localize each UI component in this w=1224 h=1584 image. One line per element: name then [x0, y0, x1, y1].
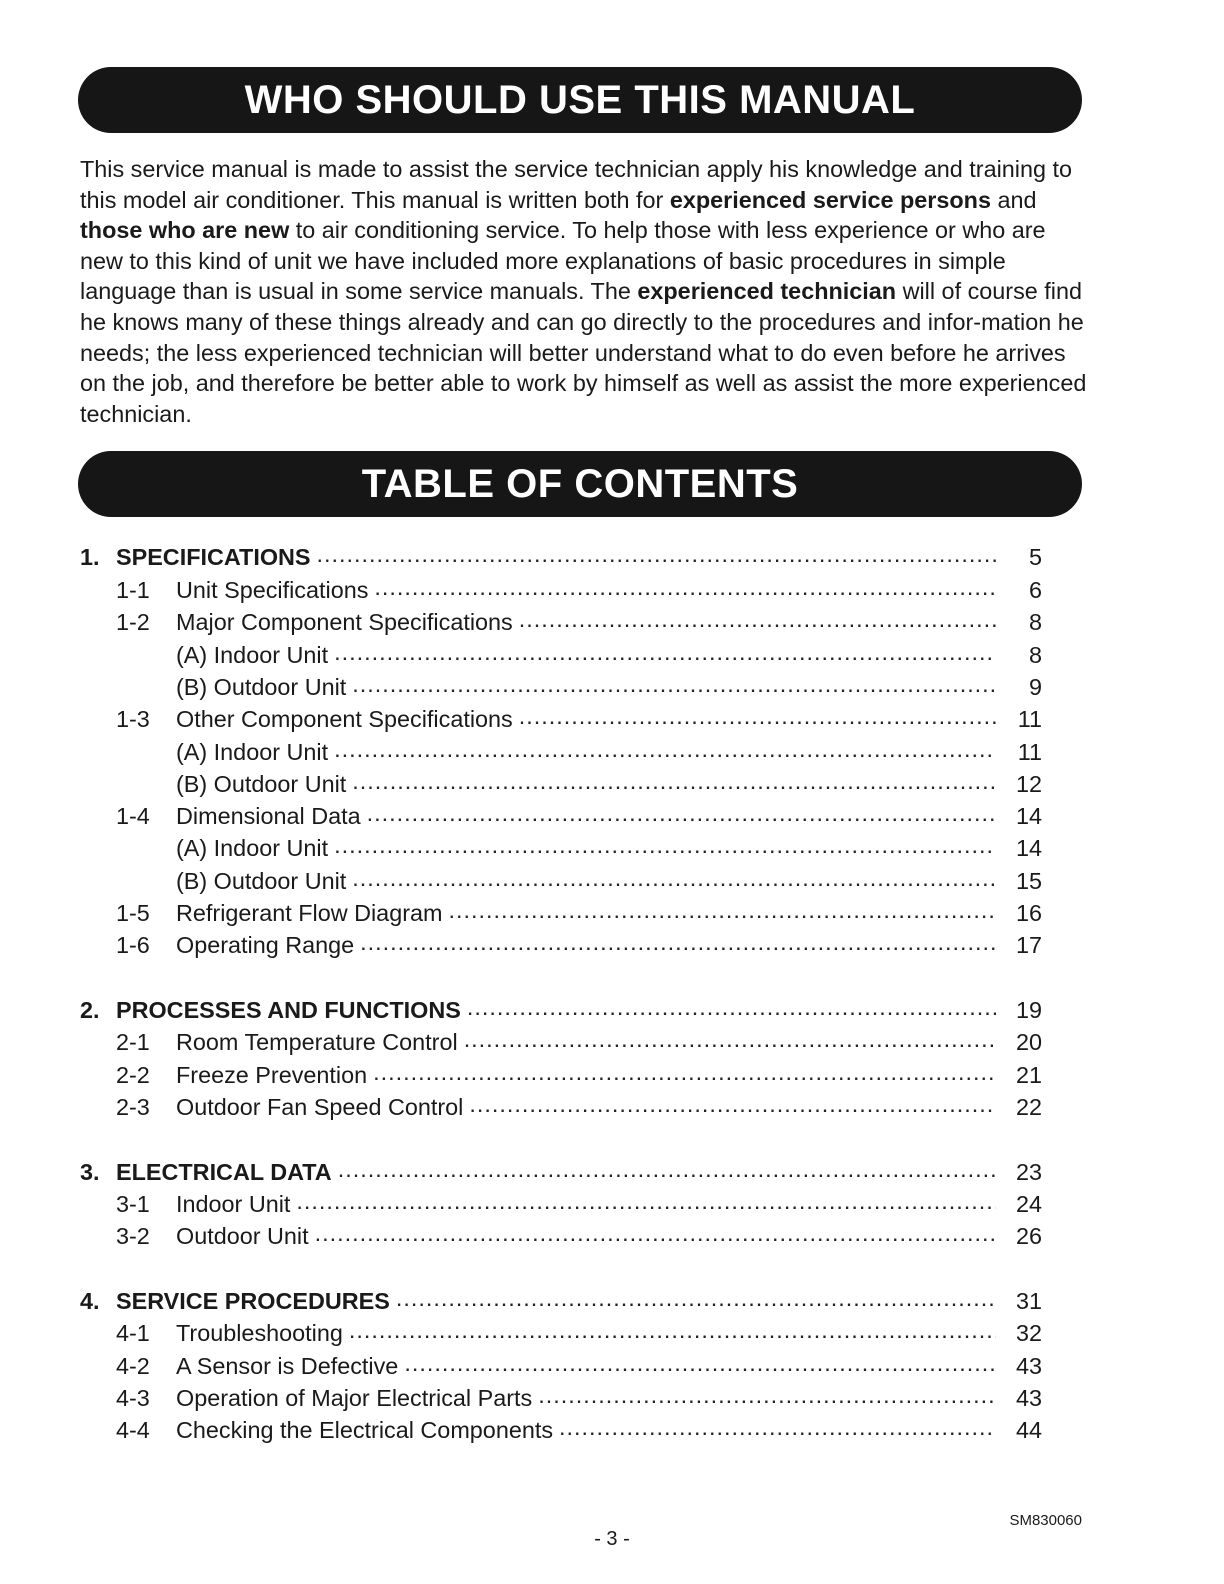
toc-entry-title: Outdoor Unit — [176, 1223, 309, 1250]
toc-entry-page: 26 — [1015, 1223, 1042, 1250]
toc-entry-title: PROCESSES AND FUNCTIONS — [116, 997, 461, 1024]
toc-entry-number: 4-4 — [116, 1417, 150, 1444]
toc-section-row — [80, 1286, 1042, 1318]
toc-dot-leader — [404, 1351, 996, 1374]
toc-entry-page: 32 — [1015, 1320, 1042, 1347]
toc-entry-row — [116, 640, 1042, 672]
toc-entry-row — [116, 1189, 1042, 1221]
toc-entry-number: 3-1 — [116, 1191, 150, 1218]
toc-entry-row — [116, 1383, 1042, 1415]
toc-entry-page: 22 — [1015, 1094, 1042, 1121]
toc-entry-row — [116, 1027, 1042, 1059]
toc-entry-number: 1-3 — [116, 706, 150, 733]
toc-entry-page: 14 — [1015, 803, 1042, 830]
toc-title: TABLE OF CONTENTS — [361, 461, 799, 506]
toc-entry-number: 2-1 — [116, 1029, 150, 1056]
toc-dot-leader — [367, 801, 996, 824]
toc-entry-row — [116, 737, 1042, 769]
toc-dot-leader — [538, 1383, 996, 1406]
document-code: SM830060 — [1009, 1512, 1082, 1529]
toc-entry-number: 2-2 — [116, 1062, 150, 1089]
intro-text-1: This service manual is made to assist the service technician apply his knowledge and training to this model air conditioner. This manual is written both for — [80, 156, 1073, 213]
toc-entry-number: 1-2 — [116, 609, 150, 636]
toc-entry-title: Room Temperature Control — [176, 1029, 458, 1056]
toc-entry-page: 43 — [1015, 1353, 1042, 1380]
toc-dot-leader — [373, 1060, 996, 1083]
toc-entry-page: 6 — [1028, 577, 1042, 604]
toc-entry-row — [116, 1092, 1042, 1124]
toc-entry-title: Freeze Prevention — [176, 1062, 368, 1089]
toc-dot-leader — [467, 995, 996, 1018]
toc-entry-title: Troubleshooting — [176, 1320, 343, 1347]
toc-entry-page: 16 — [1015, 900, 1042, 927]
toc-dot-leader — [352, 672, 996, 695]
toc-entry-number: 1-1 — [116, 577, 150, 604]
toc-entry-number: 4-1 — [116, 1320, 150, 1347]
toc-entry-title: Indoor Unit — [176, 1191, 291, 1218]
toc-entry-row — [116, 1221, 1042, 1253]
toc-entry-number: 4-2 — [116, 1353, 150, 1380]
toc-entry-number: 2. — [80, 997, 100, 1024]
toc-entry-page: 8 — [1028, 609, 1042, 636]
toc-entry-row — [116, 1415, 1042, 1447]
toc-entry-page: 31 — [1015, 1288, 1042, 1315]
toc-entry-number: 1-4 — [116, 803, 150, 830]
who-title: WHO SHOULD USE THIS MANUAL — [244, 77, 916, 122]
toc-entry-page: 43 — [1015, 1385, 1042, 1412]
toc-dot-leader — [374, 575, 996, 598]
toc-entry-title: (B) Outdoor Unit — [176, 771, 347, 798]
toc-dot-leader — [464, 1027, 996, 1050]
toc-entry-page: 21 — [1015, 1062, 1042, 1089]
toc-entry-row — [116, 1318, 1042, 1350]
toc-entry-title: ELECTRICAL DATA — [116, 1159, 332, 1186]
intro-bold-1: experienced service persons — [669, 186, 991, 213]
toc-entry-row — [116, 866, 1042, 898]
toc-dot-leader — [559, 1415, 996, 1438]
toc-dot-leader — [519, 704, 996, 727]
toc-dot-leader — [396, 1286, 996, 1309]
intro-text-3: to air conditioning service. To help those with less experience or who are new to this kind of unit we have included more explanations of basic procedures in simple language than is usual in some service manuals. The — [80, 217, 1046, 305]
toc-entry-page: 12 — [1015, 771, 1042, 798]
toc-entry-page: 15 — [1015, 868, 1042, 895]
toc-entry-title: (A) Indoor Unit — [176, 835, 329, 862]
toc-entry-title: Checking the Electrical Components — [176, 1417, 554, 1444]
toc-entry-row — [116, 672, 1042, 704]
toc-entry-number: 1-5 — [116, 900, 150, 927]
toc-entry-row — [116, 769, 1042, 801]
toc-dot-leader — [519, 607, 996, 630]
toc-entry-row — [116, 607, 1042, 639]
toc-entry-number: 1. — [80, 544, 100, 571]
intro-bold-2: those who are new — [80, 217, 290, 244]
toc-entry-title: SPECIFICATIONS — [116, 544, 311, 571]
toc-entry-title: Operating Range — [176, 932, 355, 959]
toc-entry-title: (A) Indoor Unit — [176, 739, 329, 766]
intro-text-4: will of course find he knows many of these things already and can go directly to the procedures and infor-mation he needs; the less experienced technician will better understand what to do even before he arrives on the job, and therefore be better able to work by himself as well as assist the more experienced technician. — [80, 278, 1087, 427]
toc-entry-page: 8 — [1028, 642, 1042, 669]
toc-entry-page: 11 — [1017, 706, 1042, 733]
toc-entry-page: 14 — [1015, 835, 1042, 862]
toc-entry-row — [116, 1060, 1042, 1092]
toc-entry-page: 9 — [1028, 674, 1042, 701]
toc-entry-title: Refrigerant Flow Diagram — [176, 900, 443, 927]
toc-entry-row — [116, 898, 1042, 930]
toc-entry-title: Dimensional Data — [176, 803, 361, 830]
toc-dot-leader — [448, 898, 996, 921]
toc-entry-title: Major Component Specifications — [176, 609, 513, 636]
toc-dot-leader — [296, 1189, 996, 1212]
toc-dot-leader — [334, 737, 996, 760]
toc-section-row — [80, 542, 1042, 574]
toc-entry-page: 17 — [1015, 932, 1042, 959]
toc-entry-row — [116, 575, 1042, 607]
toc-entry-row — [116, 801, 1042, 833]
toc-entry-title: (B) Outdoor Unit — [176, 674, 347, 701]
toc-dot-leader — [349, 1318, 996, 1341]
toc-section-row — [80, 1157, 1042, 1189]
toc-dot-leader — [338, 1157, 996, 1180]
toc-entry-page: 23 — [1015, 1159, 1042, 1186]
toc-entry-title: Outdoor Fan Speed Control — [176, 1094, 464, 1121]
toc-entry-title: Unit Specifications — [176, 577, 369, 604]
toc-entry-row — [116, 930, 1042, 962]
toc-section-row — [80, 995, 1042, 1027]
toc-entry-number: 4-3 — [116, 1385, 150, 1412]
toc-entry-title: Operation of Major Electrical Parts — [176, 1385, 533, 1412]
toc-entry-title: A Sensor is Defective — [176, 1353, 399, 1380]
toc-entry-number: 2-3 — [116, 1094, 150, 1121]
toc-dot-leader — [352, 866, 996, 889]
toc-dot-leader — [334, 833, 996, 856]
toc-entry-page: 24 — [1015, 1191, 1042, 1218]
toc-entry-title: Other Component Specifications — [176, 706, 513, 733]
toc-entry-page: 19 — [1015, 997, 1042, 1024]
toc-dot-leader — [317, 542, 996, 565]
toc-entry-title: (A) Indoor Unit — [176, 642, 329, 669]
toc-entry-row — [116, 704, 1042, 736]
toc-dot-leader — [334, 640, 996, 663]
toc-dot-leader — [360, 930, 996, 953]
toc-entry-title: (B) Outdoor Unit — [176, 868, 347, 895]
page-number: - 3 - — [594, 1528, 630, 1550]
toc-entry-page: 20 — [1015, 1029, 1042, 1056]
toc-entry-number: 1-6 — [116, 932, 150, 959]
toc-entry-row — [116, 1351, 1042, 1383]
toc-entry-number: 3. — [80, 1159, 100, 1186]
intro-bold-3: experienced technician — [637, 278, 897, 305]
toc-dot-leader — [352, 769, 996, 792]
intro-text-2: and — [990, 186, 1037, 213]
toc-entry-row — [116, 833, 1042, 865]
toc-entry-number: 4. — [80, 1288, 100, 1315]
toc-entry-page: 5 — [1028, 544, 1042, 571]
toc-dot-leader — [469, 1092, 996, 1115]
toc-entry-page: 44 — [1015, 1417, 1042, 1444]
toc-dot-leader — [315, 1221, 996, 1244]
toc-entry-page: 11 — [1017, 739, 1042, 766]
toc-entry-number: 3-2 — [116, 1223, 150, 1250]
toc-entry-title: SERVICE PROCEDURES — [116, 1288, 390, 1315]
